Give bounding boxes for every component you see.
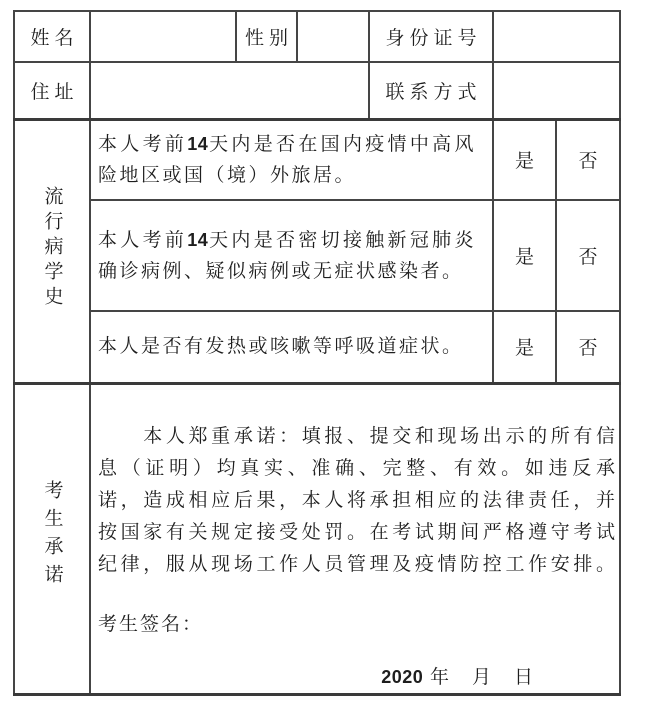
pledge-line-3: 诺，造成相应后果，本人将承担相应的法律责任，并: [98, 489, 616, 511]
question-2-text: 本人考前14天内是否密切接触新冠肺炎确诊病例、疑似病例或无症状感染者。: [98, 229, 476, 282]
id-number-input-cell[interactable]: [493, 11, 620, 62]
row-question-3: [14, 311, 620, 383]
row-identity: [14, 11, 620, 62]
row-pledge: [14, 383, 620, 694]
pledge-body: [98, 421, 616, 581]
name-label: 姓名: [14, 11, 90, 62]
question-3-yes-cell[interactable]: 是: [493, 311, 556, 383]
question-2-no-cell[interactable]: 否: [556, 200, 620, 311]
pledge-line-5: 纪律，服从现场工作人员管理及疫情防控工作安排。: [98, 553, 616, 575]
epidemiology-section-label-cell: [14, 119, 90, 383]
gender-label: 性别: [236, 11, 297, 62]
question-3-text: 本人是否有发热或咳嗽等呼吸道症状。: [98, 336, 464, 358]
pledge-line-4: 按国家有关规定接受处罚。在考试期间严格遵守考试: [98, 521, 616, 543]
epidemiology-section-label: 流行病学史: [41, 185, 63, 311]
pledge-content-cell: [90, 383, 620, 694]
question-1-text: 本人考前14天内是否在国内疫情中高风险地区或国（境）外旅居。: [98, 133, 476, 186]
pledge-section-label: 考生承诺: [41, 479, 63, 592]
address-input-cell[interactable]: [90, 62, 369, 119]
form-table: [13, 10, 621, 696]
name-input-cell[interactable]: [90, 11, 236, 62]
row-contact: [14, 62, 620, 119]
date-line[interactable]: 2020 年 月 日: [381, 666, 535, 688]
question-2-cell: [90, 200, 493, 311]
pledge-line-2: 息（证明）均真实、准确、完整、有效。如违反承: [98, 457, 616, 479]
health-declaration-form: [0, 10, 646, 723]
signature-label[interactable]: 考生签名：: [98, 613, 204, 635]
pledge-section-label-cell: [14, 383, 90, 694]
gender-input-cell[interactable]: [297, 11, 369, 62]
id-number-label: 身份证号: [369, 11, 493, 62]
question-3-no-cell[interactable]: 否: [556, 311, 620, 383]
contact-input-cell[interactable]: [493, 62, 620, 119]
pledge-line-1: 本人郑重承诺：填报、提交和现场出示的所有信: [98, 425, 616, 447]
question-1-yes-cell[interactable]: 是: [493, 119, 556, 200]
address-label: 住址: [14, 62, 90, 119]
contact-label: 联系方式: [369, 62, 493, 119]
row-question-2: [14, 200, 620, 311]
question-1-no-cell[interactable]: 否: [556, 119, 620, 200]
question-2-yes-cell[interactable]: 是: [493, 200, 556, 311]
row-question-1: [14, 119, 620, 200]
question-3-cell: [90, 311, 493, 383]
question-1-cell: [90, 119, 493, 200]
